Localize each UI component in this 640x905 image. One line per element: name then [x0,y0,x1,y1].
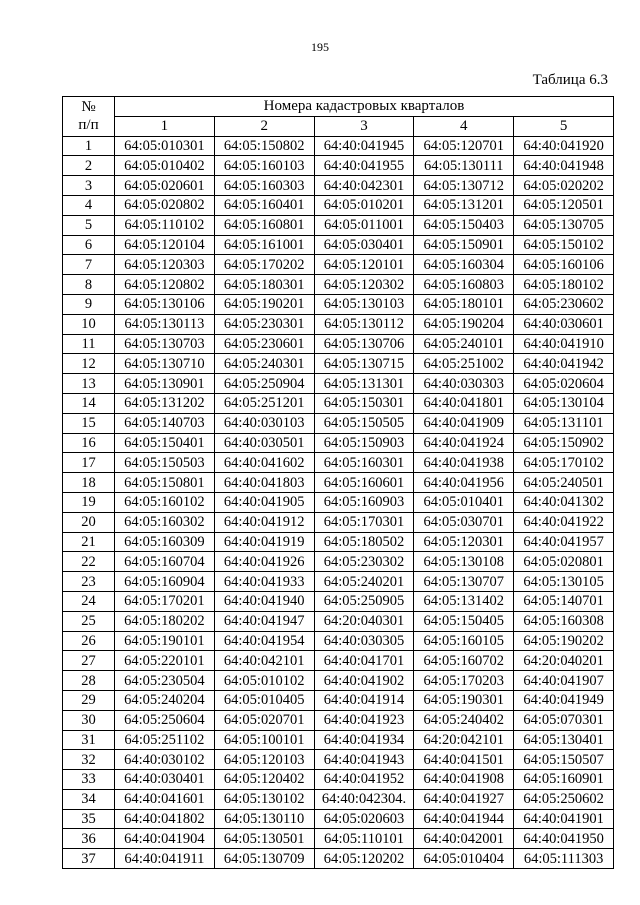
cadastral-number-cell: 64:05:120701 [414,136,514,156]
cadastral-number-cell: 64:05:130709 [214,849,314,869]
cadastral-number-cell: 64:05:130706 [314,334,414,354]
cadastral-number-cell: 64:05:020202 [514,176,614,196]
cadastral-number-cell: 64:40:041302 [514,492,614,512]
cadastral-number-cell: 64:05:230504 [115,671,215,691]
row-number-cell: 16 [63,433,115,453]
table-row [63,690,614,710]
row-number-cell: 23 [63,572,115,592]
cadastral-number-cell: 64:05:150401 [115,433,215,453]
cadastral-number-cell: 64:05:120402 [214,770,314,790]
cadastral-number-cell: 64:05:130901 [115,374,215,394]
cadastral-number-cell: 64:40:041909 [414,413,514,433]
cadastral-number-cell: 64:40:042304. [314,789,414,809]
cadastral-number-cell: 64:40:041908 [414,770,514,790]
cadastral-number-cell: 64:05:130110 [214,809,314,829]
cadastral-number-cell: 64:05:120301 [414,532,514,552]
row-number-cell: 26 [63,631,115,651]
cadastral-number-cell: 64:05:160102 [115,492,215,512]
cadastral-number-cell: 64:05:150901 [414,235,514,255]
cadastral-number-cell: 64:05:160308 [514,611,614,631]
cadastral-number-cell: 64:40:030103 [214,413,314,433]
group-header: Номера кадастровых кварталов [115,97,614,117]
cadastral-number-cell: 64:05:130113 [115,314,215,334]
table-row [63,136,614,156]
table-row [63,512,614,532]
table-row [63,651,614,671]
table-row [63,829,614,849]
row-number-header-line2: п/п [78,117,99,134]
row-number-cell: 20 [63,512,115,532]
cadastral-number-cell: 64:40:042101 [214,651,314,671]
cadastral-number-cell: 64:40:041944 [414,809,514,829]
row-number-cell: 15 [63,413,115,433]
cadastral-number-cell: 64:05:020701 [214,710,314,730]
cadastral-number-cell: 64:05:130501 [214,829,314,849]
table-row [63,492,614,512]
cadastral-number-cell: 64:05:190201 [214,294,314,314]
cadastral-number-cell: 64:40:042301 [314,176,414,196]
row-number-cell: 8 [63,275,115,295]
column-header: 5 [514,116,614,136]
row-number-cell: 25 [63,611,115,631]
cadastral-number-cell: 64:40:041945 [314,136,414,156]
table-row [63,314,614,334]
table-row [63,195,614,215]
row-number-header-line1: № [81,99,96,116]
cadastral-number-cell: 64:40:030305 [314,631,414,651]
cadastral-number-cell: 64:40:041927 [414,789,514,809]
cadastral-number-cell: 64:05:161001 [214,235,314,255]
column-header: 4 [414,116,514,136]
cadastral-number-cell: 64:40:041801 [414,393,514,413]
cadastral-number-cell: 64:40:041912 [214,512,314,532]
cadastral-number-cell: 64:05:130710 [115,354,215,374]
row-number-cell: 13 [63,374,115,394]
table-row [63,849,614,869]
cadastral-number-cell: 64:05:010402 [115,156,215,176]
cadastral-number-cell: 64:05:131202 [115,393,215,413]
cadastral-number-cell: 64:05:070301 [514,710,614,730]
cadastral-number-cell: 64:05:160702 [414,651,514,671]
cadastral-number-cell: 64:05:160903 [314,492,414,512]
cadastral-number-cell: 64:05:010405 [214,690,314,710]
cadastral-number-cell: 64:40:041943 [314,750,414,770]
table-row [63,750,614,770]
cadastral-number-cell: 64:40:041957 [514,532,614,552]
cadastral-number-cell: 64:40:041924 [414,433,514,453]
cadastral-number-cell: 64:40:041905 [214,492,314,512]
cadastral-number-cell: 64:05:130102 [214,789,314,809]
cadastral-number-cell: 64:05:170301 [314,512,414,532]
cadastral-number-cell: 64:05:140703 [115,413,215,433]
cadastral-number-cell: 64:05:020603 [314,809,414,829]
cadastral-number-cell: 64:05:180101 [414,294,514,314]
row-number-cell: 24 [63,591,115,611]
cadastral-number-cell: 64:40:041940 [214,591,314,611]
table-row [63,572,614,592]
cadastral-number-cell: 64:05:020801 [514,552,614,572]
cadastral-number-cell: 64:05:160103 [214,156,314,176]
table-row [63,294,614,314]
cadastral-number-cell: 64:05:010201 [314,195,414,215]
cadastral-number-cell: 64:05:240201 [314,572,414,592]
table-row [63,275,614,295]
cadastral-number-cell: 64:05:250602 [514,789,614,809]
cadastral-number-cell: 64:40:041910 [514,334,614,354]
table-caption: Таблица 6.3 [532,72,608,88]
cadastral-number-cell: 64:05:160904 [115,572,215,592]
row-number-cell: 32 [63,750,115,770]
cadastral-number-cell: 64:05:251201 [214,393,314,413]
row-number-cell: 34 [63,789,115,809]
cadastral-number-cell: 64:05:240204 [115,690,215,710]
cadastral-number-cell: 64:05:230302 [314,552,414,572]
row-number-cell: 11 [63,334,115,354]
cadastral-number-cell: 64:05:190101 [115,631,215,651]
cadastral-number-cell: 64:05:250604 [115,710,215,730]
table-row [63,255,614,275]
cadastral-number-cell: 64:05:230602 [514,294,614,314]
row-number-cell: 1 [63,136,115,156]
row-number-cell: 28 [63,671,115,691]
row-number-cell: 12 [63,354,115,374]
page-number: 195 [311,40,329,54]
cadastral-number-cell: 64:05:120501 [514,195,614,215]
cadastral-number-cell: 64:05:011001 [314,215,414,235]
cadastral-number-cell: 64:05:110101 [314,829,414,849]
cadastral-number-cell: 64:05:150405 [414,611,514,631]
cadastral-number-cell: 64:40:030303 [414,374,514,394]
cadastral-number-cell: 64:05:130112 [314,314,414,334]
cadastral-number-cell: 64:40:041802 [115,809,215,829]
row-number-cell: 5 [63,215,115,235]
cadastral-number-cell: 64:40:042001 [414,829,514,849]
table-row [63,413,614,433]
row-number-cell: 36 [63,829,115,849]
cadastral-number-cell: 64:05:130104 [514,393,614,413]
cadastral-number-cell: 64:05:150505 [314,413,414,433]
cadastral-number-cell: 64:40:041950 [514,829,614,849]
table-row [63,334,614,354]
cadastral-number-cell: 64:05:130106 [115,294,215,314]
cadastral-number-cell: 64:05:130705 [514,215,614,235]
cadastral-number-cell: 64:05:030401 [314,235,414,255]
row-number-cell: 14 [63,393,115,413]
cadastral-number-cell: 64:05:010301 [115,136,215,156]
table-row [63,374,614,394]
cadastral-number-cell: 64:20:042101 [414,730,514,750]
row-number-cell: 9 [63,294,115,314]
cadastral-number-cell: 64:40:041934 [314,730,414,750]
cadastral-number-cell: 64:05:160801 [214,215,314,235]
cadastral-number-cell: 64:05:240402 [414,710,514,730]
table-row [63,789,614,809]
cadastral-number-cell: 64:05:120802 [115,275,215,295]
cadastral-number-cell: 64:40:041933 [214,572,314,592]
table-row [63,532,614,552]
table-row [63,631,614,651]
cadastral-number-cell: 64:40:030401 [115,770,215,790]
cadastral-number-cell: 64:40:041911 [115,849,215,869]
row-number-cell: 3 [63,176,115,196]
cadastral-number-cell: 64:05:130103 [314,294,414,314]
cadastral-number-cell: 64:40:041952 [314,770,414,790]
cadastral-number-cell: 64:40:041922 [514,512,614,532]
cadastral-number-cell: 64:05:240501 [514,473,614,493]
cadastral-number-cell: 64:05:160704 [115,552,215,572]
cadastral-number-cell: 64:40:041948 [514,156,614,176]
cadastral-number-cell: 64:05:130111 [414,156,514,176]
table-body [63,136,614,868]
cadastral-number-cell: 64:05:130712 [414,176,514,196]
cadastral-number-cell: 64:05:150903 [314,433,414,453]
cadastral-number-cell: 64:05:250905 [314,591,414,611]
cadastral-number-cell: 64:40:041601 [115,789,215,809]
row-number-header [63,97,115,137]
cadastral-number-cell: 64:05:160901 [514,770,614,790]
cadastral-number-cell: 64:05:150503 [115,453,215,473]
table-row [63,671,614,691]
cadastral-number-cell: 64:05:150403 [414,215,514,235]
cadastral-number-cell: 64:05:160309 [115,532,215,552]
table-row [63,354,614,374]
cadastral-number-cell: 64:05:160304 [414,255,514,275]
table-row [63,433,614,453]
row-number-cell: 37 [63,849,115,869]
row-number-cell: 30 [63,710,115,730]
cadastral-number-cell: 64:05:020601 [115,176,215,196]
cadastral-number-cell: 64:40:030601 [514,314,614,334]
cadastral-number-cell: 64:05:130108 [414,552,514,572]
cadastral-number-cell: 64:40:041701 [314,651,414,671]
cadastral-number-cell: 64:05:130715 [314,354,414,374]
row-number-cell: 17 [63,453,115,473]
row-number-cell: 31 [63,730,115,750]
cadastral-number-cell: 64:05:110102 [115,215,215,235]
cadastral-number-cell: 64:05:170203 [414,671,514,691]
row-number-cell: 27 [63,651,115,671]
row-number-cell: 2 [63,156,115,176]
cadastral-number-cell: 64:05:120103 [214,750,314,770]
table-row [63,809,614,829]
cadastral-number-cell: 64:05:160601 [314,473,414,493]
cadastral-number-cell: 64:05:130401 [514,730,614,750]
row-number-cell: 22 [63,552,115,572]
cadastral-number-cell: 64:40:041907 [514,671,614,691]
table-row [63,730,614,750]
cadastral-number-cell: 64:05:131301 [314,374,414,394]
cadastral-number-cell: 64:05:130703 [115,334,215,354]
cadastral-number-cell: 64:05:131201 [414,195,514,215]
row-number-cell: 18 [63,473,115,493]
cadastral-number-cell: 64:05:130105 [514,572,614,592]
cadastral-number-cell: 64:40:030102 [115,750,215,770]
cadastral-number-cell: 64:40:041902 [314,671,414,691]
cadastral-number-cell: 64:05:250904 [214,374,314,394]
cadastral-number-cell: 64:05:160106 [514,255,614,275]
cadastral-number-cell: 64:40:041956 [414,473,514,493]
cadastral-number-cell: 64:05:160803 [414,275,514,295]
cadastral-number-cell: 64:05:020604 [514,374,614,394]
cadastral-number-cell: 64:05:111303 [514,849,614,869]
cadastral-number-cell: 64:05:150802 [214,136,314,156]
cadastral-number-cell: 64:05:180502 [314,532,414,552]
cadastral-number-cell: 64:05:160302 [115,512,215,532]
row-number-cell: 29 [63,690,115,710]
cadastral-number-cell: 64:20:040201 [514,651,614,671]
cadastral-number-cell: 64:05:240301 [214,354,314,374]
cadastral-number-cell: 64:40:041501 [414,750,514,770]
cadastral-number-cell: 64:05:131101 [514,413,614,433]
table-row [63,235,614,255]
cadastral-number-cell: 64:40:030501 [214,433,314,453]
cadastral-number-cell: 64:05:180202 [115,611,215,631]
cadastral-number-cell: 64:20:040301 [314,611,414,631]
cadastral-number-cell: 64:05:170102 [514,453,614,473]
row-number-cell: 4 [63,195,115,215]
row-number-cell: 10 [63,314,115,334]
cadastral-number-cell: 64:05:230301 [214,314,314,334]
cadastral-number-cell: 64:05:150902 [514,433,614,453]
cadastral-number-cell: 64:05:220101 [115,651,215,671]
table-header [63,97,614,137]
table-row [63,552,614,572]
cadastral-number-cell: 64:05:140701 [514,591,614,611]
table-row [63,393,614,413]
table-row [63,473,614,493]
cadastral-number-cell: 64:05:240101 [414,334,514,354]
cadastral-number-cell: 64:40:041919 [214,532,314,552]
table-row [63,176,614,196]
cadastral-number-cell: 64:40:041923 [314,710,414,730]
cadastral-number-cell: 64:05:030701 [414,512,514,532]
cadastral-number-cell: 64:40:041602 [214,453,314,473]
cadastral-number-cell: 64:05:170202 [214,255,314,275]
cadastral-number-cell: 64:40:041914 [314,690,414,710]
column-header: 1 [115,116,215,136]
cadastral-table [62,96,614,869]
cadastral-number-cell: 64:05:150301 [314,393,414,413]
cadastral-number-cell: 64:05:150801 [115,473,215,493]
column-header: 2 [214,116,314,136]
cadastral-number-cell: 64:05:230601 [214,334,314,354]
row-number-cell: 7 [63,255,115,275]
table-row [63,770,614,790]
cadastral-number-cell: 64:05:010404 [414,849,514,869]
cadastral-number-cell: 64:05:160301 [314,453,414,473]
cadastral-number-cell: 64:05:170201 [115,591,215,611]
cadastral-number-cell: 64:05:010102 [214,671,314,691]
cadastral-number-cell: 64:40:041920 [514,136,614,156]
cadastral-number-cell: 64:05:130707 [414,572,514,592]
cadastral-number-cell: 64:05:120302 [314,275,414,295]
cadastral-number-cell: 64:05:251002 [414,354,514,374]
row-number-cell: 33 [63,770,115,790]
cadastral-number-cell: 64:40:041926 [214,552,314,572]
cadastral-number-cell: 64:05:120303 [115,255,215,275]
table-row [63,591,614,611]
cadastral-number-cell: 64:05:131402 [414,591,514,611]
table-row [63,611,614,631]
cadastral-number-cell: 64:40:041947 [214,611,314,631]
cadastral-number-cell: 64:05:180301 [214,275,314,295]
cadastral-number-cell: 64:05:180102 [514,275,614,295]
cadastral-number-cell: 64:40:041938 [414,453,514,473]
cadastral-number-cell: 64:05:100101 [214,730,314,750]
cadastral-number-cell: 64:40:041949 [514,690,614,710]
cadastral-number-cell: 64:05:160105 [414,631,514,651]
cadastral-number-cell: 64:40:041955 [314,156,414,176]
cadastral-number-cell: 64:05:160303 [214,176,314,196]
table-row [63,156,614,176]
cadastral-number-cell: 64:40:041954 [214,631,314,651]
cadastral-number-cell: 64:05:251102 [115,730,215,750]
cadastral-number-cell: 64:40:041942 [514,354,614,374]
cadastral-number-cell: 64:40:041901 [514,809,614,829]
table-row [63,453,614,473]
cadastral-number-cell: 64:05:120202 [314,849,414,869]
cadastral-number-cell: 64:05:120101 [314,255,414,275]
table-row [63,710,614,730]
cadastral-number-cell: 64:05:160401 [214,195,314,215]
cadastral-number-cell: 64:05:020802 [115,195,215,215]
cadastral-number-cell: 64:05:190202 [514,631,614,651]
cadastral-number-cell: 64:05:150102 [514,235,614,255]
row-number-cell: 19 [63,492,115,512]
row-number-cell: 21 [63,532,115,552]
cadastral-number-cell: 64:05:190204 [414,314,514,334]
table-row [63,215,614,235]
cadastral-number-cell: 64:40:041803 [214,473,314,493]
cadastral-number-cell: 64:05:010401 [414,492,514,512]
cadastral-number-cell: 64:40:041904 [115,829,215,849]
row-number-cell: 6 [63,235,115,255]
cadastral-number-cell: 64:05:190301 [414,690,514,710]
column-header: 3 [314,116,414,136]
cadastral-number-cell: 64:05:150507 [514,750,614,770]
row-number-cell: 35 [63,809,115,829]
cadastral-number-cell: 64:05:120104 [115,235,215,255]
